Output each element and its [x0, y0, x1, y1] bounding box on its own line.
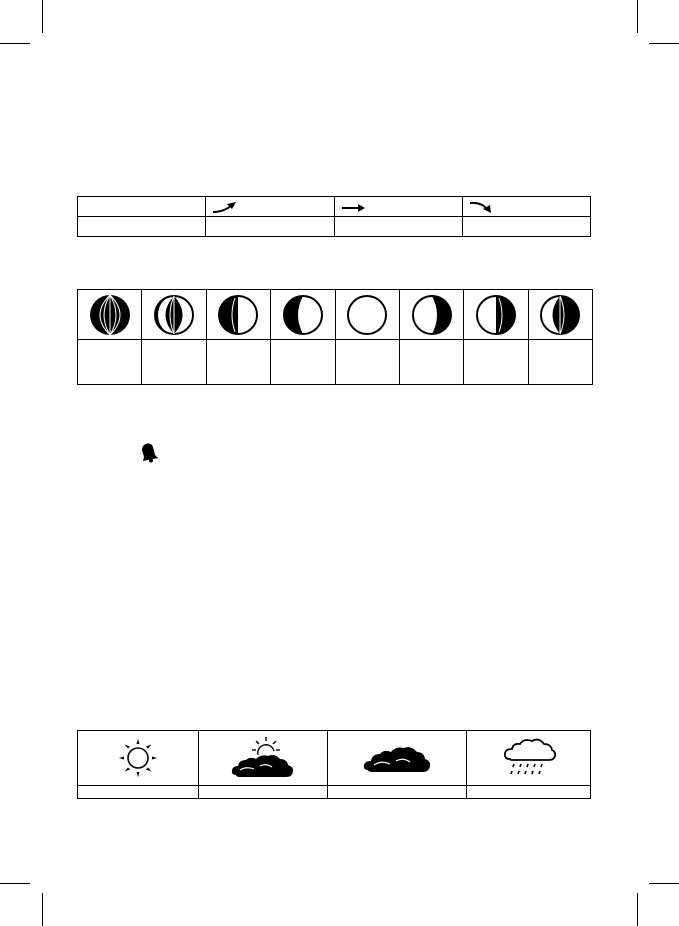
trend-steady-arrow-icon — [341, 200, 367, 214]
moon-cell — [399, 290, 463, 340]
moon-label — [528, 340, 592, 385]
trend-rising-arrow-icon — [212, 200, 238, 214]
crop-mark — [649, 43, 679, 44]
trend-cell — [78, 197, 206, 217]
moon-cell — [528, 290, 592, 340]
moon-label — [399, 340, 463, 385]
weather-cell — [78, 731, 199, 786]
waning-gibbous-icon — [151, 292, 197, 338]
cloudy-icon — [362, 740, 432, 776]
trend-label-row — [78, 217, 591, 237]
pressure-trend-table — [77, 196, 591, 237]
moon-cell — [78, 290, 142, 340]
moon-label — [335, 340, 399, 385]
moon-label-row — [78, 340, 593, 385]
trend-falling-arrow-icon — [469, 200, 495, 214]
crop-mark — [637, 0, 638, 33]
weather-label-row — [78, 786, 591, 799]
trend-cell — [206, 197, 334, 217]
first-quarter-icon — [473, 292, 519, 338]
weather-label — [78, 786, 199, 799]
moon-cell — [271, 290, 335, 340]
weather-label — [328, 786, 467, 799]
moon-label — [142, 340, 206, 385]
rainy-icon — [502, 737, 556, 779]
sunny-icon — [118, 737, 158, 779]
weather-cell — [328, 731, 467, 786]
moon-cell — [335, 290, 399, 340]
trend-label — [334, 217, 462, 237]
crop-mark — [649, 883, 679, 884]
weather-forecast-table — [77, 730, 591, 799]
trend-icon-row — [78, 197, 591, 217]
crop-mark — [637, 893, 638, 926]
waxing-crescent-icon — [409, 292, 455, 338]
full-moon-icon — [87, 292, 133, 338]
waning-crescent-icon — [280, 292, 326, 338]
moon-label — [78, 340, 142, 385]
new-moon-icon — [344, 292, 390, 338]
moon-cell — [142, 290, 206, 340]
moon-label — [464, 340, 528, 385]
alarm-bell-icon — [139, 441, 159, 463]
moon-label — [271, 340, 335, 385]
trend-label — [462, 217, 590, 237]
moon-cell — [206, 290, 270, 340]
moon-icon-row — [78, 290, 593, 340]
crop-mark — [0, 883, 30, 884]
crop-mark — [0, 43, 30, 44]
last-quarter-icon — [215, 292, 261, 338]
trend-cell — [334, 197, 462, 217]
crop-mark — [42, 893, 43, 926]
trend-label — [78, 217, 206, 237]
partly-cloudy-icon — [230, 735, 296, 781]
moon-label — [206, 340, 270, 385]
weather-icon-row — [78, 731, 591, 786]
moon-phase-table — [77, 289, 593, 385]
weather-label — [199, 786, 328, 799]
weather-cell — [467, 731, 591, 786]
waxing-gibbous-icon — [537, 292, 583, 338]
trend-cell — [462, 197, 590, 217]
trend-label — [206, 217, 334, 237]
crop-mark — [42, 0, 43, 33]
moon-cell — [464, 290, 528, 340]
weather-label — [467, 786, 591, 799]
weather-cell — [199, 731, 328, 786]
